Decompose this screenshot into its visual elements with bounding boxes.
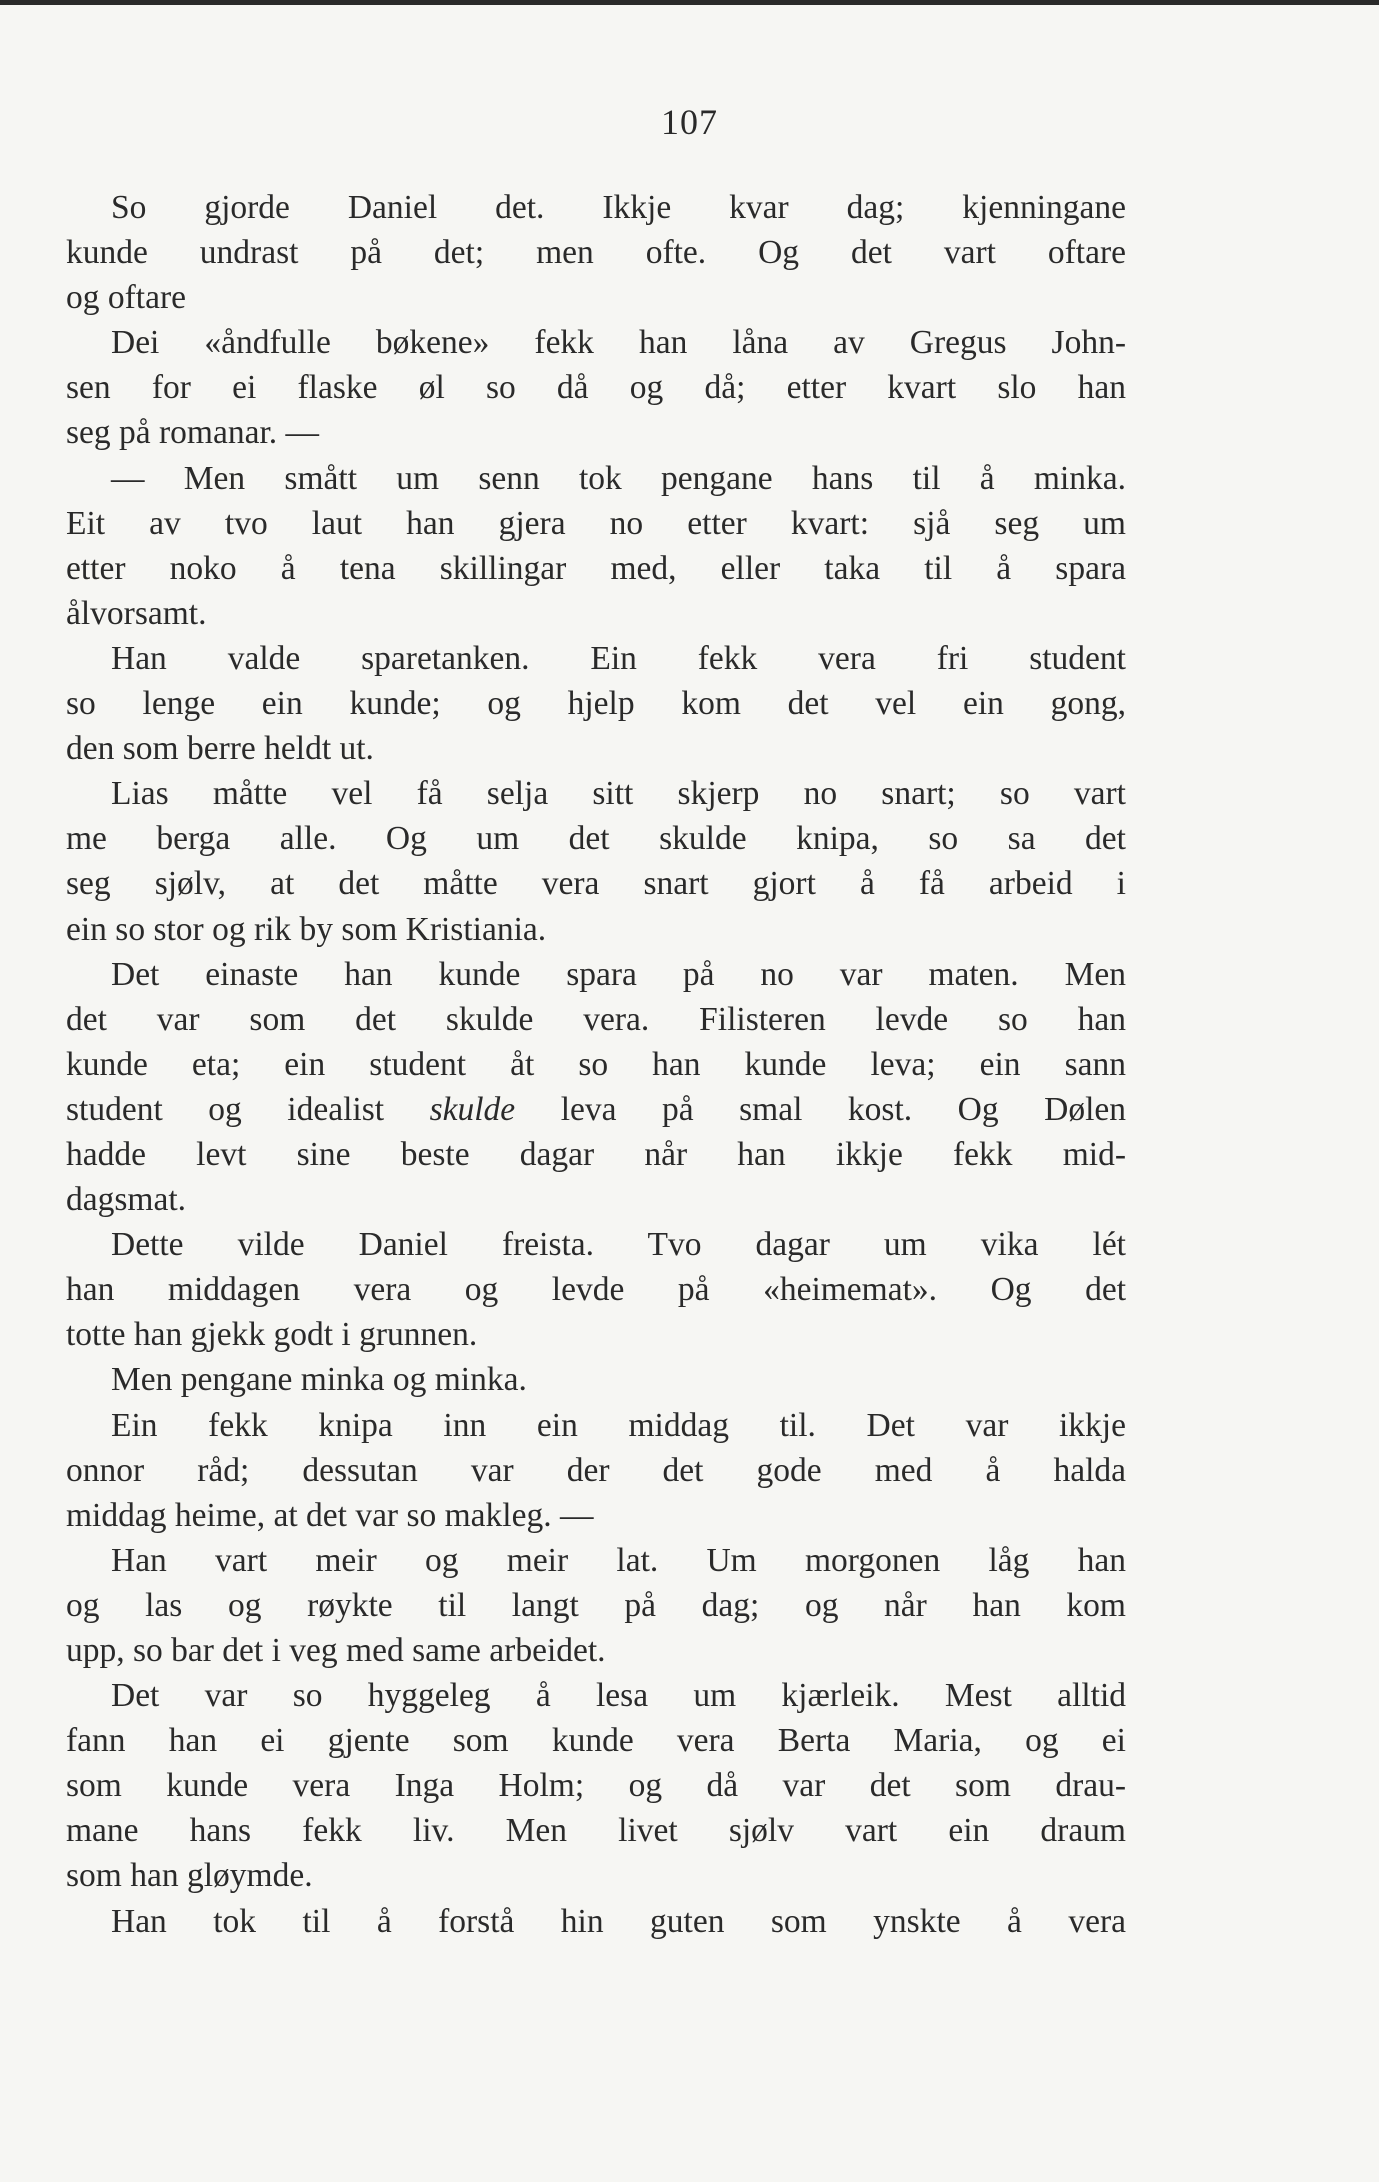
- text-line: Eit av tvo laut han gjera no etter kvart: sjå seg um: [66, 504, 1126, 542]
- text-line: Det var so hyggeleg å lesa um kjærleik. Mest alltid: [111, 1677, 1126, 1715]
- text-line: Han tok til å forstå hin guten som ynskte å vera: [111, 1902, 1126, 1940]
- text-line: onnor råd; dessutan var der det gode med å halda: [66, 1451, 1126, 1489]
- page-number: 107: [661, 102, 718, 142]
- text-line: ein so stor og rik by som Kristiania.: [66, 910, 547, 948]
- page-top-edge: [0, 0, 1379, 5]
- text-line: sen for ei flaske øl so då og då; etter kvart slo han: [66, 369, 1126, 407]
- text-line: me berga alle. Og um det skulde knipa, so sa det: [66, 820, 1126, 858]
- text-line: og oftare: [66, 279, 186, 317]
- text-line: som han gløymde.: [66, 1857, 313, 1895]
- text-line: det var som det skulde vera. Filisteren levde so han: [66, 1000, 1126, 1038]
- text-line: hadde levt sine beste dagar når han ikkje fekk mid-: [66, 1135, 1126, 1173]
- text-line: Han vart meir og meir lat. Um morgonen låg han: [111, 1541, 1126, 1579]
- text-line: Han valde sparetanken. Ein fekk vera fri student: [111, 639, 1126, 677]
- text-line: Men pengane minka og minka.: [111, 1361, 527, 1399]
- text-line: seg sjølv, at det måtte vera snart gjort å få arbeid i: [66, 865, 1126, 903]
- emphasis: skulde: [429, 1090, 516, 1128]
- text-line: student og idealist skulde leva på smal kost. Og Dølen: [66, 1090, 1126, 1128]
- text-line: han middagen vera og levde på «heimemat». Og det: [66, 1271, 1126, 1309]
- text-line: etter noko å tena skillingar med, eller taka til å spara: [66, 549, 1126, 587]
- text-line: upp, so bar det i veg med same arbeidet.: [66, 1632, 606, 1669]
- text-line: og las og røykte til langt på dag; og når han kom: [66, 1586, 1126, 1624]
- body-text: [66, 185, 1126, 1944]
- text-line: seg på romanar. —: [66, 414, 320, 452]
- text-line: som kunde vera Inga Holm; og då var det som drau-: [66, 1767, 1126, 1805]
- text-line: — Men smått um senn tok pengane hans til å minka.: [111, 459, 1126, 497]
- text-line: totte han gjekk godt i grunnen.: [66, 1316, 478, 1354]
- text-line: Dette vilde Daniel freista. Tvo dagar um vika lét: [111, 1226, 1126, 1264]
- text-line: Lias måtte vel få selja sitt skjerp no snart; so vart: [111, 775, 1126, 813]
- text-line: Ein fekk knipa inn ein middag til. Det var ikkje: [111, 1406, 1126, 1444]
- text-line: den som berre heldt ut.: [66, 730, 374, 768]
- text-line: ålvorsamt.: [66, 594, 207, 632]
- text-line: kunde undrast på det; men ofte. Og det vart oftare: [66, 234, 1126, 272]
- text-line: so lenge ein kunde; og hjelp kom det vel ein gong,: [66, 685, 1126, 723]
- text-line: middag heime, at det var so makleg. —: [66, 1496, 594, 1534]
- text-line: Det einaste han kunde spara på no var maten. Men: [111, 955, 1126, 993]
- text-line: So gjorde Daniel det. Ikkje kvar dag; kjenningane: [111, 189, 1126, 226]
- text-line: dagsmat.: [66, 1181, 187, 1219]
- text-line: Dei «åndfulle bøkene» fekk han låna av Gregus John-: [111, 324, 1126, 362]
- text-line: fann han ei gjente som kunde vera Berta Maria, og ei: [66, 1722, 1126, 1760]
- text-line: kunde eta; ein student åt so han kunde leva; ein sann: [66, 1045, 1126, 1083]
- text-line: mane hans fekk liv. Men livet sjølv vart ein draum: [66, 1812, 1126, 1850]
